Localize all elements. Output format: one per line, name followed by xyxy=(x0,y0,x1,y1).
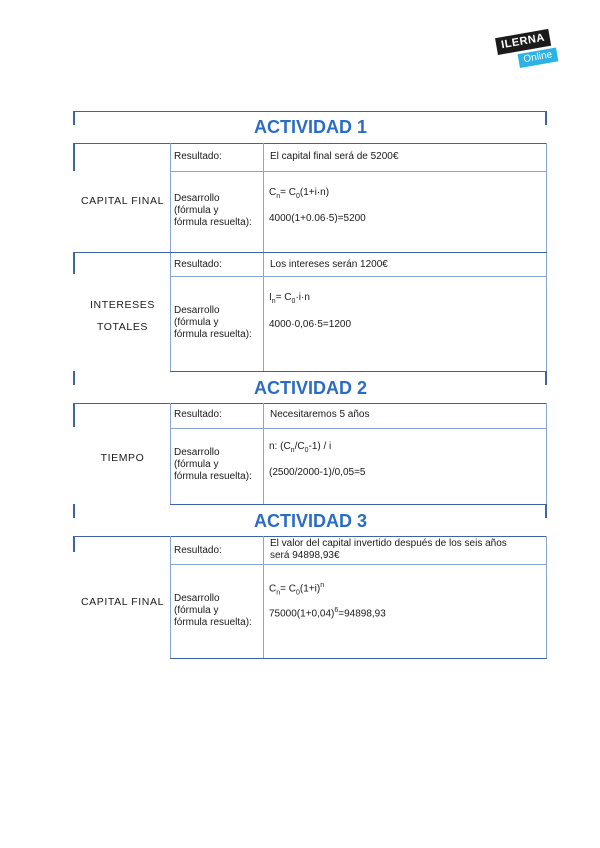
desarrollo-line1: Desarrollo xyxy=(174,193,220,204)
divider xyxy=(74,252,547,253)
border xyxy=(546,143,547,372)
desarrollo-line3: fórmula resuelta): xyxy=(174,329,252,340)
resultado-label: Resultado: xyxy=(174,545,222,556)
formula-solved: 4000·0,06·5=1200 xyxy=(269,319,352,330)
desarrollo-line2: (fórmula y xyxy=(174,317,219,328)
table3-bottom-border xyxy=(170,658,547,659)
activity3-title: ACTIVIDAD 3 xyxy=(253,511,367,531)
border xyxy=(546,536,547,659)
desarrollo-label xyxy=(174,193,252,229)
row-label-tiempo: TIEMPO xyxy=(100,452,145,464)
desarrollo-label xyxy=(174,305,252,341)
result-value: Los intereses serán 1200€ xyxy=(270,259,388,270)
desarrollo-line2: (fórmula y xyxy=(174,205,219,216)
result-line1: El valor del capital invertido después de los seis años xyxy=(270,538,507,549)
formula-solved: 4000(1+0.06·5)=5200 xyxy=(269,213,366,224)
logo-bottom-text: Online xyxy=(518,47,559,68)
desarrollo-label xyxy=(174,447,252,483)
formula: $C_n= C_0(1+i\cdot n)$ xyxy=(269,187,330,200)
formula-solved: (2500/2000-1)/0,05=5 xyxy=(269,467,366,478)
formula: $C_n= C_0(1+i)^n$ xyxy=(269,582,325,597)
resultado-label: Resultado: xyxy=(174,259,222,270)
logo-top-text: ILERNA xyxy=(495,29,551,55)
formula-solved: $75000(1+0,04)^6=94898,93$ xyxy=(269,607,386,620)
desarrollo-line1: Desarrollo xyxy=(174,447,220,458)
border xyxy=(263,536,264,659)
divider xyxy=(170,276,547,277)
desarrollo-line2: (fórmula y xyxy=(174,605,219,616)
desarrollo-line3: fórmula resuelta): xyxy=(174,217,252,228)
divider xyxy=(170,428,547,429)
border xyxy=(263,143,264,372)
divider xyxy=(170,564,547,565)
result-line2: será 94898,93€ xyxy=(270,550,340,561)
formula: $I_n= C_0\cdot i\cdot n$ xyxy=(269,292,310,305)
table1-top-border xyxy=(74,143,547,144)
divider xyxy=(170,504,547,505)
resultado-label: Resultado: xyxy=(174,151,222,162)
border xyxy=(263,403,264,505)
border xyxy=(73,536,75,552)
divider xyxy=(170,371,547,372)
desarrollo-line3: fórmula resuelta): xyxy=(174,617,252,628)
row-label-capital-final: CAPITAL FINAL xyxy=(80,195,165,207)
desarrollo-line1: Desarrollo xyxy=(174,593,220,604)
row-label-line2: TOTALES xyxy=(96,321,149,333)
resultado-label: Resultado: xyxy=(174,409,222,420)
result-value xyxy=(270,538,507,562)
divider xyxy=(170,171,547,172)
desarrollo-line1: Desarrollo xyxy=(174,305,220,316)
activity1-top-border xyxy=(74,111,547,112)
table3-top-border xyxy=(74,536,547,537)
border xyxy=(73,252,75,274)
result-value: El capital final será de 5200€ xyxy=(270,151,399,162)
activity2-title: ACTIVIDAD 2 xyxy=(253,378,367,398)
desarrollo-line3: fórmula resuelta): xyxy=(174,471,252,482)
result-value: Necesitaremos 5 años xyxy=(270,409,370,420)
border xyxy=(73,143,75,171)
ilerna-logo xyxy=(495,31,563,72)
desarrollo-line2: (fórmula y xyxy=(174,459,219,470)
border xyxy=(73,403,75,427)
row-label-line1: INTERESES xyxy=(90,299,155,311)
desarrollo-label xyxy=(174,593,252,629)
formula: n: $(C_n/C_0-1)$ / i xyxy=(269,441,332,454)
table2-top-border xyxy=(74,403,547,404)
row-label-intereses-totales xyxy=(74,294,171,338)
activity1-title: ACTIVIDAD 1 xyxy=(253,117,367,137)
row-label-capital-final: CAPITAL FINAL xyxy=(80,596,165,608)
border xyxy=(546,403,547,505)
